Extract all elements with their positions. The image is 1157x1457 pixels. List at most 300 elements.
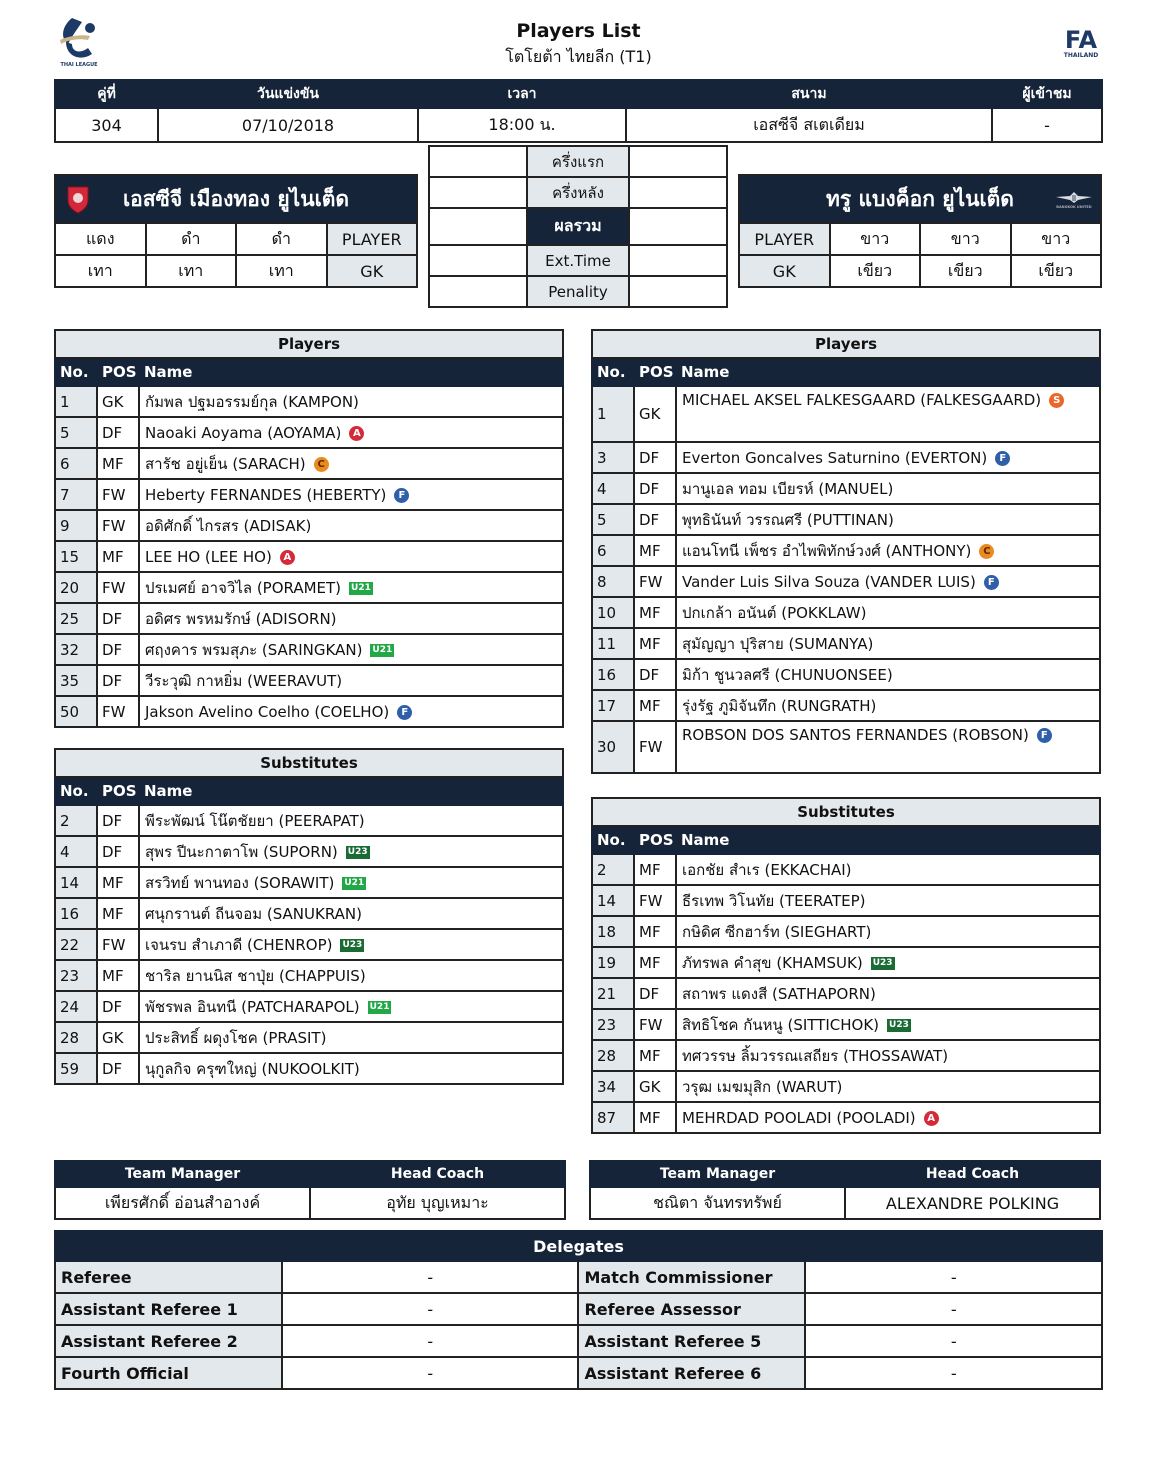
away-kit-cell: ขาว <box>830 223 921 255</box>
away-team-name: ทรู แบงค็อก ยูไนเต็ด <box>826 186 1014 211</box>
player-number: 59 <box>55 1053 97 1084</box>
player-name: LEE HO (LEE HO) <box>145 547 272 566</box>
player-row <box>55 696 563 727</box>
svg-text:BANGKOK UNITED: BANGKOK UNITED <box>1056 205 1092 209</box>
player-number: 87 <box>592 1102 634 1133</box>
player-position: FW <box>634 721 676 773</box>
player-position: GK <box>97 386 139 417</box>
player-number: 14 <box>592 885 634 916</box>
away-kit-cell: ขาว <box>1011 223 1102 255</box>
player-name-cell <box>676 854 1100 885</box>
away-score-second-half[interactable] <box>629 177 727 208</box>
player-position: FW <box>97 572 139 603</box>
player-row <box>592 597 1100 628</box>
match-no: 304 <box>55 108 158 142</box>
away-players-table <box>591 329 1101 774</box>
player-name-cell <box>139 696 563 727</box>
delegate-value: - <box>805 1325 1102 1357</box>
player-name: Jakson Avelino Coelho (COELHO) <box>145 702 390 721</box>
player-position: DF <box>97 634 139 665</box>
section-title-row <box>592 798 1100 826</box>
player-position: GK <box>97 1022 139 1053</box>
home-team-name: เอสซีจี เมืองทอง ยูไนเต็ด <box>122 186 350 211</box>
section-title: Substitutes <box>55 749 563 777</box>
player-position: DF <box>634 978 676 1009</box>
attendance-header: ผู้เข้าชม <box>992 80 1102 108</box>
player-number: 8 <box>592 566 634 597</box>
player-position: MF <box>634 690 676 721</box>
match-time-header: เวลา <box>418 80 626 108</box>
player-row <box>592 885 1100 916</box>
away-head-coach: ALEXANDRE POLKING <box>845 1187 1100 1219</box>
delegate-value: - <box>805 1261 1102 1293</box>
badge-a-icon: A <box>280 550 295 565</box>
player-name: ชาริล ยานนิส ชาปุ่ย (CHAPPUIS) <box>145 966 366 985</box>
badge-u21-icon: U21 <box>372 644 393 655</box>
player-number: 7 <box>55 479 97 510</box>
player-name: Naoaki Aoyama (AOYAMA) <box>145 423 342 442</box>
column-header-pos: POS <box>634 358 676 386</box>
delegate-label: Referee Assessor <box>578 1293 805 1325</box>
ext-time-label: Ext.Time <box>527 245 628 276</box>
badge-f-icon: F <box>397 705 412 720</box>
home-kit-cell: ดำ <box>236 223 327 255</box>
away-staff-table <box>589 1160 1101 1220</box>
player-name-cell <box>139 572 563 603</box>
home-kit-cell: ดำ <box>146 223 237 255</box>
player-name-cell <box>676 721 1100 773</box>
player-name: นุกูลกิจ ครุฑใหญ่ (NUKOOLKIT) <box>145 1059 360 1078</box>
player-row <box>592 1040 1100 1071</box>
player-number: 9 <box>55 510 97 541</box>
player-row <box>55 448 563 479</box>
badge-f-icon: F <box>394 488 409 503</box>
player-number: 24 <box>55 991 97 1022</box>
column-header-name: Name <box>139 777 563 805</box>
player-position: FW <box>634 566 676 597</box>
player-name: มานูเอล ทอม เบียรห์ (MANUEL) <box>682 479 894 498</box>
player-number: 16 <box>592 659 634 690</box>
home-team-header <box>55 175 417 223</box>
player-position: MF <box>634 1040 676 1071</box>
player-number: 4 <box>592 473 634 504</box>
delegate-label: Assistant Referee 6 <box>578 1357 805 1389</box>
player-row <box>55 603 563 634</box>
column-header-row <box>592 826 1100 854</box>
player-number: 30 <box>592 721 634 773</box>
player-row <box>55 960 563 991</box>
player-row <box>55 991 563 1022</box>
player-name-cell <box>139 665 563 696</box>
player-row <box>55 805 563 836</box>
player-position: FW <box>634 885 676 916</box>
section-title-row <box>55 330 563 358</box>
player-name: กษิดิศ ซีกฮาร์ท (SIEGHART) <box>682 922 872 941</box>
page-title: Players List <box>516 20 641 42</box>
player-position: MF <box>634 916 676 947</box>
stadium: เอสซีจี สเตเดียม <box>626 108 992 142</box>
player-name-cell <box>676 1102 1100 1133</box>
player-number: 35 <box>55 665 97 696</box>
delegate-label: Match Commissioner <box>578 1261 805 1293</box>
player-row <box>55 929 563 960</box>
away-team-manager: ชณิตา จันทรทรัพย์ <box>590 1187 845 1219</box>
page-subtitle: โตโยต้า ไทยลีก (T1) <box>505 47 652 66</box>
player-row <box>55 417 563 448</box>
player-name-cell <box>676 916 1100 947</box>
player-name-cell <box>139 929 563 960</box>
player-name-cell <box>139 898 563 929</box>
player-name-cell <box>676 1009 1100 1040</box>
player-number: 15 <box>55 541 97 572</box>
player-number: 4 <box>55 836 97 867</box>
player-position: MF <box>634 597 676 628</box>
player-name-cell <box>139 960 563 991</box>
player-name: อดิศักดิ์ ไกรสร (ADISAK) <box>145 516 312 535</box>
player-row <box>592 854 1100 885</box>
player-number: 6 <box>55 448 97 479</box>
player-row <box>592 386 1100 442</box>
away-team-header <box>739 175 1101 223</box>
home-score-penalty[interactable] <box>429 276 527 307</box>
player-name-cell <box>676 947 1100 978</box>
player-position: MF <box>634 1102 676 1133</box>
column-header-name: Name <box>139 358 563 386</box>
away-kit-cell: เขียว <box>830 255 921 287</box>
player-row <box>592 442 1100 473</box>
player-position: DF <box>97 665 139 696</box>
badge-s-icon: S <box>1049 393 1064 408</box>
player-name-cell <box>676 535 1100 566</box>
away-kit-cell: เขียว <box>1011 255 1102 287</box>
match-time: 18:00 น. <box>418 108 626 142</box>
player-number: 2 <box>592 854 634 885</box>
section-title: Players <box>592 330 1100 358</box>
player-number: 5 <box>55 417 97 448</box>
player-number: 14 <box>55 867 97 898</box>
player-row <box>592 659 1100 690</box>
player-position: MF <box>97 448 139 479</box>
player-name-cell <box>676 1071 1100 1102</box>
home-score-ext-time[interactable] <box>429 245 527 276</box>
player-position: GK <box>634 386 676 442</box>
player-position: DF <box>634 659 676 690</box>
penalty-label: Penality <box>527 276 628 307</box>
player-name: สุมัญญา ปุริสาย (SUMANYA) <box>682 634 874 653</box>
player-name: Vander Luis Silva Souza (VANDER LUIS) <box>682 572 976 591</box>
player-number: 18 <box>592 916 634 947</box>
player-number: 17 <box>592 690 634 721</box>
delegate-value: - <box>282 1325 579 1357</box>
player-name: ประสิทธิ์ ผดุงโชค (PRASIT) <box>145 1028 327 1047</box>
fa-thailand-logo <box>1060 26 1102 60</box>
away-score-total[interactable] <box>629 208 727 245</box>
player-position: MF <box>97 898 139 929</box>
player-number: 11 <box>592 628 634 659</box>
badge-u23-icon: U23 <box>889 1019 909 1030</box>
player-number: 5 <box>592 504 634 535</box>
player-name-cell <box>676 978 1100 1009</box>
delegates-title: Delegates <box>55 1231 1102 1261</box>
match-date: 07/10/2018 <box>158 108 418 142</box>
badge-u21-icon: U21 <box>344 877 365 888</box>
match-info-table <box>54 79 1103 143</box>
badge-u21-icon: U21 <box>369 1001 390 1012</box>
delegate-value: - <box>282 1357 579 1389</box>
column-header-pos: POS <box>97 777 139 805</box>
player-name: พีระพัฒน์ โน๊ตชัยยา (PEERAPAT) <box>145 811 365 830</box>
home-score-first-half[interactable] <box>429 146 527 177</box>
column-header-name: Name <box>676 358 1100 386</box>
player-position: DF <box>634 504 676 535</box>
player-number: 23 <box>592 1009 634 1040</box>
column-header-no: No. <box>592 358 634 386</box>
column-header-no: No. <box>55 358 97 386</box>
player-number: 3 <box>592 442 634 473</box>
delegate-label: Assistant Referee 2 <box>55 1325 282 1357</box>
player-name-cell <box>139 805 563 836</box>
player-name: เจนรบ สำเภาดี (CHENROP) <box>145 935 333 954</box>
head-coach-header: Head Coach <box>845 1161 1100 1187</box>
player-name-cell <box>676 659 1100 690</box>
player-name: พุทธินันท์ วรรณศรี (PUTTINAN) <box>682 510 894 529</box>
home-kit-label: PLAYER <box>327 223 418 255</box>
player-position: DF <box>634 442 676 473</box>
player-number: 19 <box>592 947 634 978</box>
home-substitutes-table <box>54 748 564 1085</box>
player-row <box>55 867 563 898</box>
home-team-box <box>54 174 418 288</box>
player-position: DF <box>97 603 139 634</box>
first-half-label: ครึ่งแรก <box>527 146 628 177</box>
head-coach-header: Head Coach <box>310 1161 565 1187</box>
player-name-cell <box>676 885 1100 916</box>
column-header-row <box>55 358 563 386</box>
player-name-cell <box>676 597 1100 628</box>
home-team-crest-icon <box>66 184 90 214</box>
player-name: เอกชัย สำเร (EKKACHAI) <box>682 860 852 879</box>
column-header-pos: POS <box>97 358 139 386</box>
player-number: 23 <box>55 960 97 991</box>
player-number: 10 <box>592 597 634 628</box>
delegate-label: Assistant Referee 1 <box>55 1293 282 1325</box>
away-kit-cell: เขียว <box>920 255 1011 287</box>
away-kit-cell: ขาว <box>920 223 1011 255</box>
player-name: มิก้า ชูนวลศรี (CHUNUONSEE) <box>682 665 893 684</box>
badge-c-icon: C <box>314 457 329 472</box>
player-row <box>592 978 1100 1009</box>
badge-f-icon: F <box>984 575 999 590</box>
player-name-cell <box>139 634 563 665</box>
column-header-name: Name <box>676 826 1100 854</box>
away-kit-label: GK <box>739 255 830 287</box>
player-number: 25 <box>55 603 97 634</box>
delegate-label: Referee <box>55 1261 282 1293</box>
player-row <box>592 473 1100 504</box>
badge-f-icon: F <box>1037 728 1052 743</box>
player-name: ศฤงคาร พรมสุภะ (SARINGKAN) <box>145 640 363 659</box>
home-kit-cell: แดง <box>55 223 146 255</box>
player-number: 16 <box>55 898 97 929</box>
delegate-value: - <box>805 1293 1102 1325</box>
player-name: อดิศร พรหมรักษ์ (ADISORN) <box>145 609 337 628</box>
player-name-cell <box>139 603 563 634</box>
player-name-cell <box>139 1022 563 1053</box>
delegate-label: Fourth Official <box>55 1357 282 1389</box>
stadium-header: สนาม <box>626 80 992 108</box>
player-name: สรวิทย์ พานทอง (SORAWIT) <box>145 873 335 892</box>
badge-u23-icon: U23 <box>342 939 363 950</box>
player-name-cell <box>139 417 563 448</box>
player-number: 32 <box>55 634 97 665</box>
player-position: FW <box>97 479 139 510</box>
player-position: DF <box>97 836 139 867</box>
player-name: MICHAEL AKSEL FALKESGAARD (FALKESGAARD) <box>682 391 1042 409</box>
player-number: 22 <box>55 929 97 960</box>
delegates-table <box>54 1230 1103 1390</box>
home-kit-cell: เทา <box>55 255 146 287</box>
player-name-cell <box>676 442 1100 473</box>
svg-text:THAI LEAGUE: THAI LEAGUE <box>60 62 98 68</box>
player-position: MF <box>634 628 676 659</box>
player-name-cell <box>139 991 563 1022</box>
player-row <box>55 541 563 572</box>
player-name-cell <box>139 836 563 867</box>
section-title: Players <box>55 330 563 358</box>
player-name-cell <box>676 504 1100 535</box>
player-name: ปกเกล้า อนันต์ (POKKLAW) <box>682 603 867 622</box>
player-name-cell <box>139 867 563 898</box>
player-number: 28 <box>55 1022 97 1053</box>
player-name-cell <box>676 1040 1100 1071</box>
player-position: DF <box>97 417 139 448</box>
player-row <box>592 916 1100 947</box>
player-row <box>592 947 1100 978</box>
player-position: MF <box>634 535 676 566</box>
attendance: - <box>992 108 1102 142</box>
svg-text:FA: FA <box>1064 26 1098 54</box>
column-header-row <box>55 777 563 805</box>
player-name: ศนุกรานต์ ถีนจอม (SANUKRAN) <box>145 904 362 923</box>
player-position: MF <box>634 947 676 978</box>
player-row <box>55 634 563 665</box>
player-number: 20 <box>55 572 97 603</box>
player-position: FW <box>634 1009 676 1040</box>
player-number: 2 <box>55 805 97 836</box>
away-score-ext-time[interactable] <box>629 245 727 276</box>
section-title-row <box>55 749 563 777</box>
player-name: สถาพร แดงสี (SATHAPORN) <box>682 984 876 1003</box>
player-row <box>55 898 563 929</box>
player-row <box>55 510 563 541</box>
player-row <box>55 386 563 417</box>
away-score-first-half[interactable] <box>629 146 727 177</box>
player-position: FW <box>97 510 139 541</box>
player-name-cell <box>676 473 1100 504</box>
player-name: Heberty FERNANDES (HEBERTY) <box>145 485 387 504</box>
player-name: สิทธิโชค กันหนู (SITTICHOK) <box>682 1015 880 1034</box>
player-name-cell <box>139 479 563 510</box>
home-score-total[interactable] <box>429 208 527 245</box>
player-row <box>592 1102 1100 1133</box>
player-row <box>55 1053 563 1084</box>
player-number: 1 <box>592 386 634 442</box>
column-header-row <box>592 358 1100 386</box>
player-position: MF <box>97 541 139 572</box>
badge-a-icon: A <box>349 426 364 441</box>
badge-u23-icon: U23 <box>872 957 893 968</box>
player-row <box>55 1022 563 1053</box>
player-position: DF <box>97 805 139 836</box>
player-position: MF <box>97 867 139 898</box>
player-position: MF <box>97 960 139 991</box>
column-header-pos: POS <box>634 826 676 854</box>
player-name-cell <box>676 566 1100 597</box>
player-row <box>592 1009 1100 1040</box>
home-kit-cell: เทา <box>236 255 327 287</box>
player-name-cell <box>676 690 1100 721</box>
away-team-box <box>738 174 1102 288</box>
player-name: ธีรเทพ วิโนทัย (TEERATEP) <box>682 891 866 910</box>
player-name: Everton Goncalves Saturnino (EVERTON) <box>682 448 988 467</box>
away-score-penalty[interactable] <box>629 276 727 307</box>
player-number: 50 <box>55 696 97 727</box>
player-name: พัชรพล อินทนี (PATCHARAPOL) <box>145 997 360 1016</box>
player-position: FW <box>97 929 139 960</box>
away-team-crest-icon <box>1056 190 1092 208</box>
player-row <box>592 690 1100 721</box>
away-kit-label: PLAYER <box>739 223 830 255</box>
badge-f-icon: F <box>995 451 1010 466</box>
delegate-value: - <box>805 1357 1102 1389</box>
home-team-manager: เพียรศักดิ์ อ่อนสำอางค์ <box>55 1187 310 1219</box>
player-name: แอนโทนี เพ็ชร อำไพพิทักษ์วงศ์ (ANTHONY) <box>682 541 972 560</box>
player-name-cell <box>139 1053 563 1084</box>
player-row <box>592 1071 1100 1102</box>
player-row <box>592 628 1100 659</box>
section-title: Substitutes <box>592 798 1100 826</box>
home-staff-table <box>54 1160 566 1220</box>
badge-c-icon: C <box>979 544 994 559</box>
section-title-row <box>592 330 1100 358</box>
match-no-header: คู่ที่ <box>55 80 158 108</box>
home-players-table <box>54 329 564 728</box>
match-date-header: วันแข่งขัน <box>158 80 418 108</box>
score-box <box>428 145 728 308</box>
player-name: ภัทรพล คำสุข (KHAMSUK) <box>682 953 863 972</box>
team-manager-header: Team Manager <box>55 1161 310 1187</box>
player-position: GK <box>634 1071 676 1102</box>
away-substitutes-table <box>591 797 1101 1134</box>
player-name: วีระวุฒิ กาหยิ่ม (WEERAVUT) <box>145 671 343 690</box>
player-position: DF <box>97 1053 139 1084</box>
total-label: ผลรวม <box>527 208 628 245</box>
player-name-cell <box>139 541 563 572</box>
delegate-value: - <box>282 1261 579 1293</box>
delegate-value: - <box>282 1293 579 1325</box>
player-row <box>592 535 1100 566</box>
badge-a-icon: A <box>924 1111 939 1126</box>
player-position: FW <box>97 696 139 727</box>
player-number: 34 <box>592 1071 634 1102</box>
player-position: DF <box>634 473 676 504</box>
home-kit-cell: เทา <box>146 255 237 287</box>
player-name: ROBSON DOS SANTOS FERNANDES (ROBSON) <box>682 726 1029 744</box>
player-name-cell <box>676 628 1100 659</box>
player-row <box>55 665 563 696</box>
player-name: กัมพล ปฐมอรรมย์กุล (KAMPON) <box>145 392 359 411</box>
home-score-second-half[interactable] <box>429 177 527 208</box>
